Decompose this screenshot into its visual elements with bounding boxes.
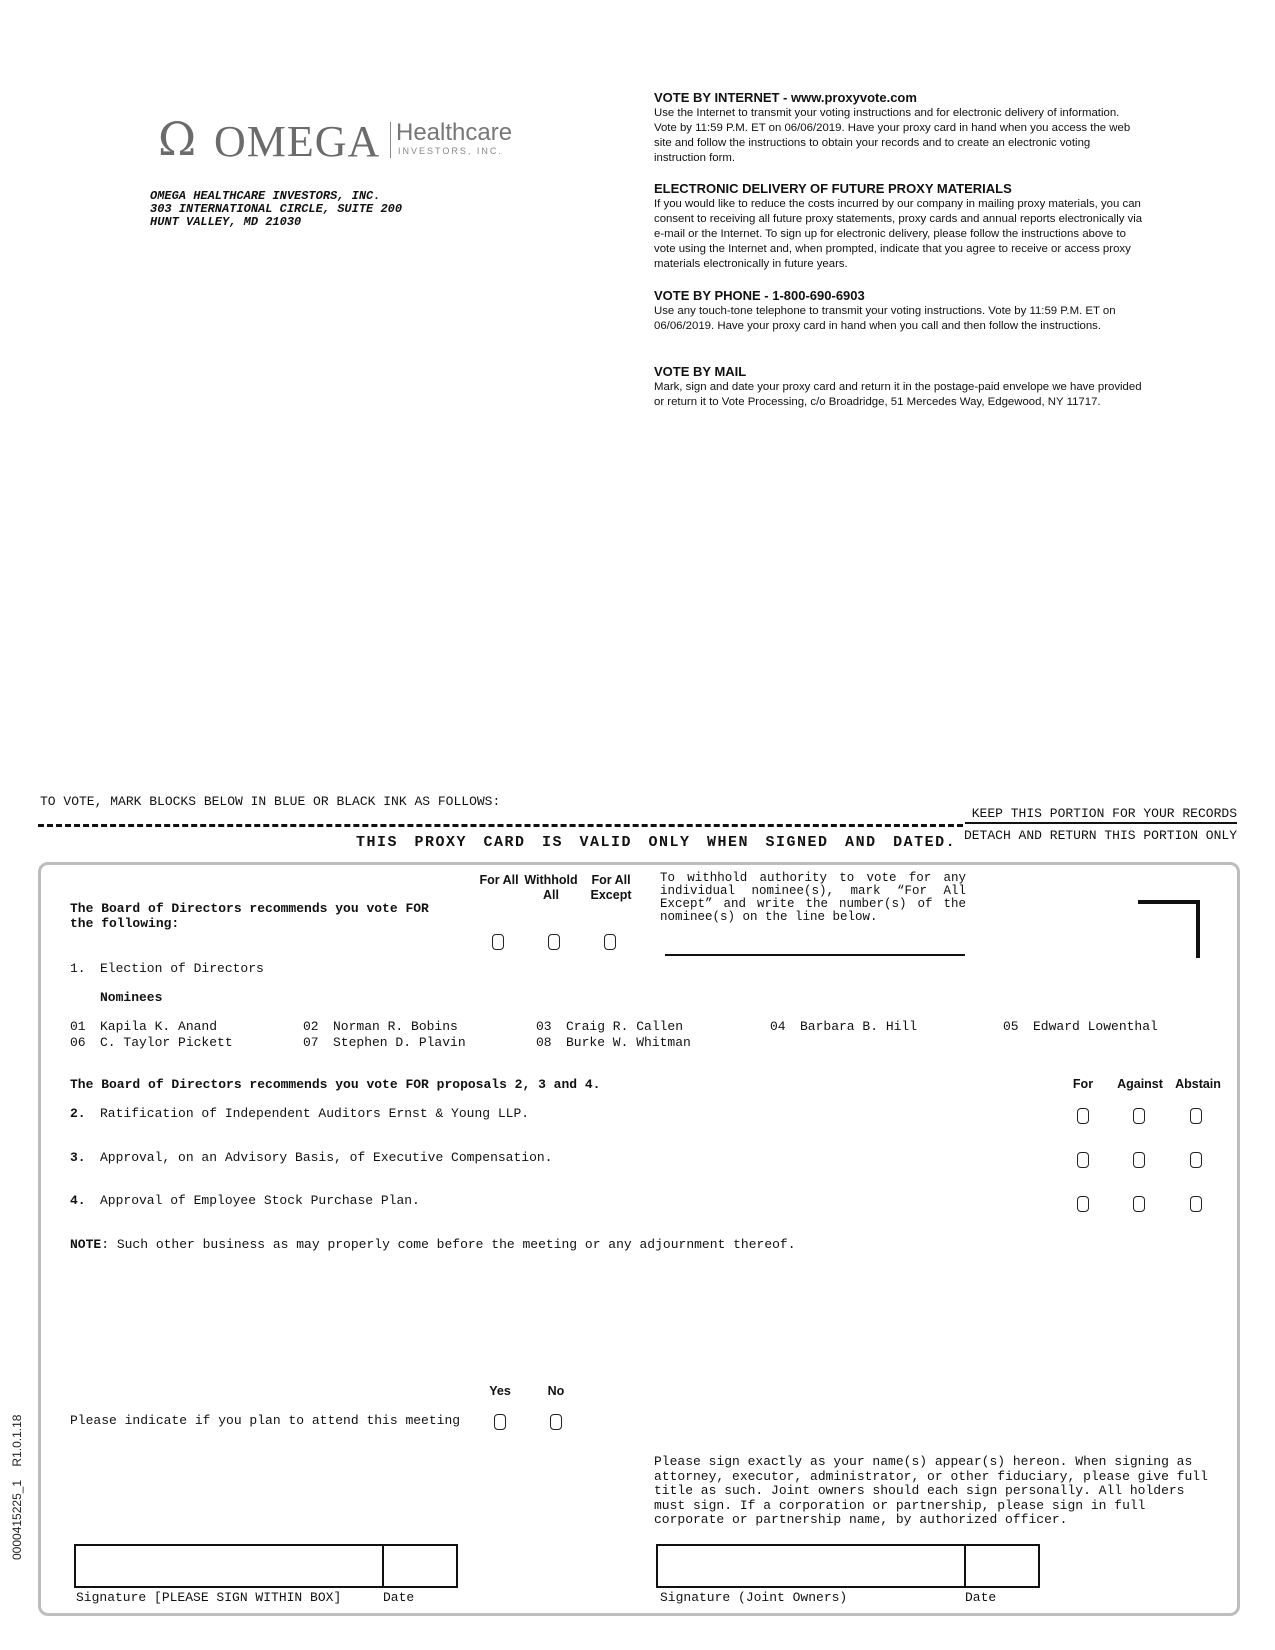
nominee-name: C. Taylor Pickett xyxy=(100,1035,233,1050)
proposal-3-against-checkbox[interactable] xyxy=(1133,1152,1145,1168)
nominee-name: Barbara B. Hill xyxy=(800,1019,918,1034)
proposal-4-number: 4. xyxy=(70,1193,86,1208)
vote-internet-section xyxy=(654,90,1144,166)
attend-question: Please indicate if you plan to attend this meeting xyxy=(70,1413,461,1428)
col-no: No xyxy=(547,1384,565,1398)
proposal-3-number: 3. xyxy=(70,1150,86,1165)
logo-brand: OMEGA xyxy=(214,117,381,166)
mark-instructions: TO VOTE, MARK BLOCKS BELOW IN BLUE OR BLACK INK AS FOLLOWS: xyxy=(40,794,501,809)
col-for-all-except: For All Except xyxy=(590,873,632,902)
address-line: OMEGA HEALTHCARE INVESTORS, INC. xyxy=(150,189,381,203)
board-recommendation-2: The Board of Directors recommends you vote FOR proposals 2, 3 and 4. xyxy=(70,1077,601,1092)
vote-internet-body: Use the Internet to transmit your voting instructions and for electronic delivery of information. Vote by 11:59 P.M. ET on 06/06/2019. Have your proxy card in hand when you access the web site and follow the instructions to obtain your records and to create an electronic voting instruction form. xyxy=(654,107,1131,164)
vote-phone-body: Use any touch-tone telephone to transmit your voting instructions. Vote by 11:59 P.M. ET on 06/06/2019. Have your proxy card in hand when you call and then follow the instructions. xyxy=(654,305,1116,332)
proposal-3-text: Approval, on an Advisory Basis, of Executive Compensation. xyxy=(100,1150,553,1165)
nominee-name: Norman R. Bobins xyxy=(333,1019,458,1034)
side-code: 0000415225_1 R1.0.1.18 xyxy=(10,1414,24,1560)
signing-instructions: Please sign exactly as your name(s) appear(s) hereon. When signing as attorney, executor, administrator, or other fiduciary, please give full title as such. Joint owners should each sign personally. All holders must sign. If a corporation or partnership, please sign in full corporate or partnership name, by authorized officer. xyxy=(654,1454,1208,1528)
joint-signature-date-separator xyxy=(964,1546,966,1586)
nominee-num: 01 xyxy=(70,1019,86,1034)
col-withhold-all: Withhold All xyxy=(524,873,578,902)
joint-signature-box[interactable] xyxy=(656,1544,1040,1588)
electronic-delivery-title: ELECTRONIC DELIVERY OF FUTURE PROXY MATERIALS xyxy=(654,181,1012,196)
proposal-2-number: 2. xyxy=(70,1106,86,1121)
nominee-num: 04 xyxy=(770,1019,786,1034)
nominee-num: 03 xyxy=(536,1019,552,1034)
signature-label: Signature [PLEASE SIGN WITHIN BOX] xyxy=(76,1590,342,1605)
nominee-name: Burke W. Whitman xyxy=(566,1035,691,1050)
item-1-label: Election of Directors xyxy=(100,961,264,976)
col-for: For xyxy=(1072,1077,1094,1091)
proposal-4-against-checkbox[interactable] xyxy=(1133,1196,1145,1212)
attend-no-checkbox[interactable] xyxy=(550,1414,562,1430)
nominee-name: Kapila K. Anand xyxy=(100,1019,218,1034)
nominee-num: 07 xyxy=(303,1035,319,1050)
withhold-instructions: To withhold authority to vote for any individual nominee(s), mark “For All Except” and write the number(s) of the nominee(s) on the line below. xyxy=(660,871,966,924)
nominee-num: 08 xyxy=(536,1035,552,1050)
proposal-3-for-checkbox[interactable] xyxy=(1077,1152,1089,1168)
note xyxy=(70,1237,796,1252)
vote-mail-body: Mark, sign and date your proxy card and return it in the postage-paid envelope we have provided or return it to Vote Processing, c/o Broadridge, 51 Mercedes Way, Edgewood, NY 11717. xyxy=(654,381,1142,408)
vote-phone-section xyxy=(654,288,1144,334)
detach-portion-label: DETACH AND RETURN THIS PORTION ONLY xyxy=(963,828,1237,843)
joint-signature-label: Signature (Joint Owners) xyxy=(660,1590,848,1605)
nominee-name: Craig R. Callen xyxy=(566,1019,684,1034)
logo-healthcare: Healthcare xyxy=(396,119,513,146)
company-logo xyxy=(158,114,518,166)
proposal-2-for-checkbox[interactable] xyxy=(1077,1108,1089,1124)
date-label: Date xyxy=(383,1590,415,1605)
proposal-2-against-checkbox[interactable] xyxy=(1133,1108,1145,1124)
vote-internet-title: VOTE BY INTERNET - www.proxyvote.com xyxy=(654,90,917,105)
col-for-all: For All xyxy=(479,873,519,887)
proposal-2-text: Ratification of Independent Auditors Ernst & Young LLP. xyxy=(100,1106,530,1121)
vote-phone-title: VOTE BY PHONE - 1-800-690-6903 xyxy=(654,288,865,303)
nominee-name: Stephen D. Plavin xyxy=(333,1035,466,1050)
address-line: 303 INTERNATIONAL CIRCLE, SUITE 200 xyxy=(150,202,403,216)
omega-logo-icon: Ω xyxy=(158,112,197,166)
col-yes: Yes xyxy=(489,1384,511,1398)
keep-portion-label: KEEP THIS PORTION FOR YOUR RECORDS xyxy=(965,806,1237,824)
attend-yes-checkbox[interactable] xyxy=(494,1414,506,1430)
proposal-4-abstain-checkbox[interactable] xyxy=(1190,1196,1202,1212)
for-all-checkbox[interactable] xyxy=(492,934,504,950)
proposal-2-abstain-checkbox[interactable] xyxy=(1190,1108,1202,1124)
electronic-delivery-section xyxy=(654,181,1144,272)
corner-mark xyxy=(1138,900,1200,958)
proposal-3-abstain-checkbox[interactable] xyxy=(1190,1152,1202,1168)
validity-notice: THIS PROXY CARD IS VALID ONLY WHEN SIGNED AND DATED. xyxy=(356,834,957,851)
logo-investors: INVESTORS, INC. xyxy=(398,146,503,156)
col-abstain: Abstain xyxy=(1175,1077,1221,1091)
board-recommendation-1: The Board of Directors recommends you vote FOR the following: xyxy=(70,901,429,931)
for-all-except-checkbox[interactable] xyxy=(604,934,616,950)
note-text: : Such other business as may properly come before the meeting or any adjournment thereof. xyxy=(101,1237,796,1252)
except-nominee-line[interactable] xyxy=(665,954,965,956)
return-address xyxy=(150,190,402,229)
vote-mail-section xyxy=(654,364,1144,410)
electronic-delivery-body: If you would like to reduce the costs incurred by our company in mailing proxy materials, you can consent to receiving all future proxy statements, proxy cards and annual reports electronically via e-mail or the Internet. To sign up for electronic delivery, please follow the instructions above to vote using the Internet and, when prompted, indicate that you agree to receive or access proxy materials electronically in future years. xyxy=(654,198,1143,270)
proposal-4-for-checkbox[interactable] xyxy=(1077,1196,1089,1212)
item-1-number: 1. xyxy=(70,961,86,976)
logo-divider xyxy=(390,122,391,158)
col-against: Against xyxy=(1117,1077,1163,1091)
joint-date-label: Date xyxy=(965,1590,997,1605)
nominee-num: 06 xyxy=(70,1035,86,1050)
withhold-all-checkbox[interactable] xyxy=(548,934,560,950)
note-label: NOTE xyxy=(70,1237,102,1252)
proposal-4-text: Approval of Employee Stock Purchase Plan. xyxy=(100,1193,420,1208)
nominee-num: 05 xyxy=(1003,1019,1019,1034)
signature-date-separator xyxy=(382,1546,384,1586)
nominees-label: Nominees xyxy=(100,990,163,1005)
address-line: HUNT VALLEY, MD 21030 xyxy=(150,215,302,229)
signature-box[interactable] xyxy=(74,1544,458,1588)
nominee-num: 02 xyxy=(303,1019,319,1034)
vote-mail-title: VOTE BY MAIL xyxy=(654,364,747,379)
detach-line xyxy=(38,824,963,827)
nominee-name: Edward Lowenthal xyxy=(1033,1019,1158,1034)
